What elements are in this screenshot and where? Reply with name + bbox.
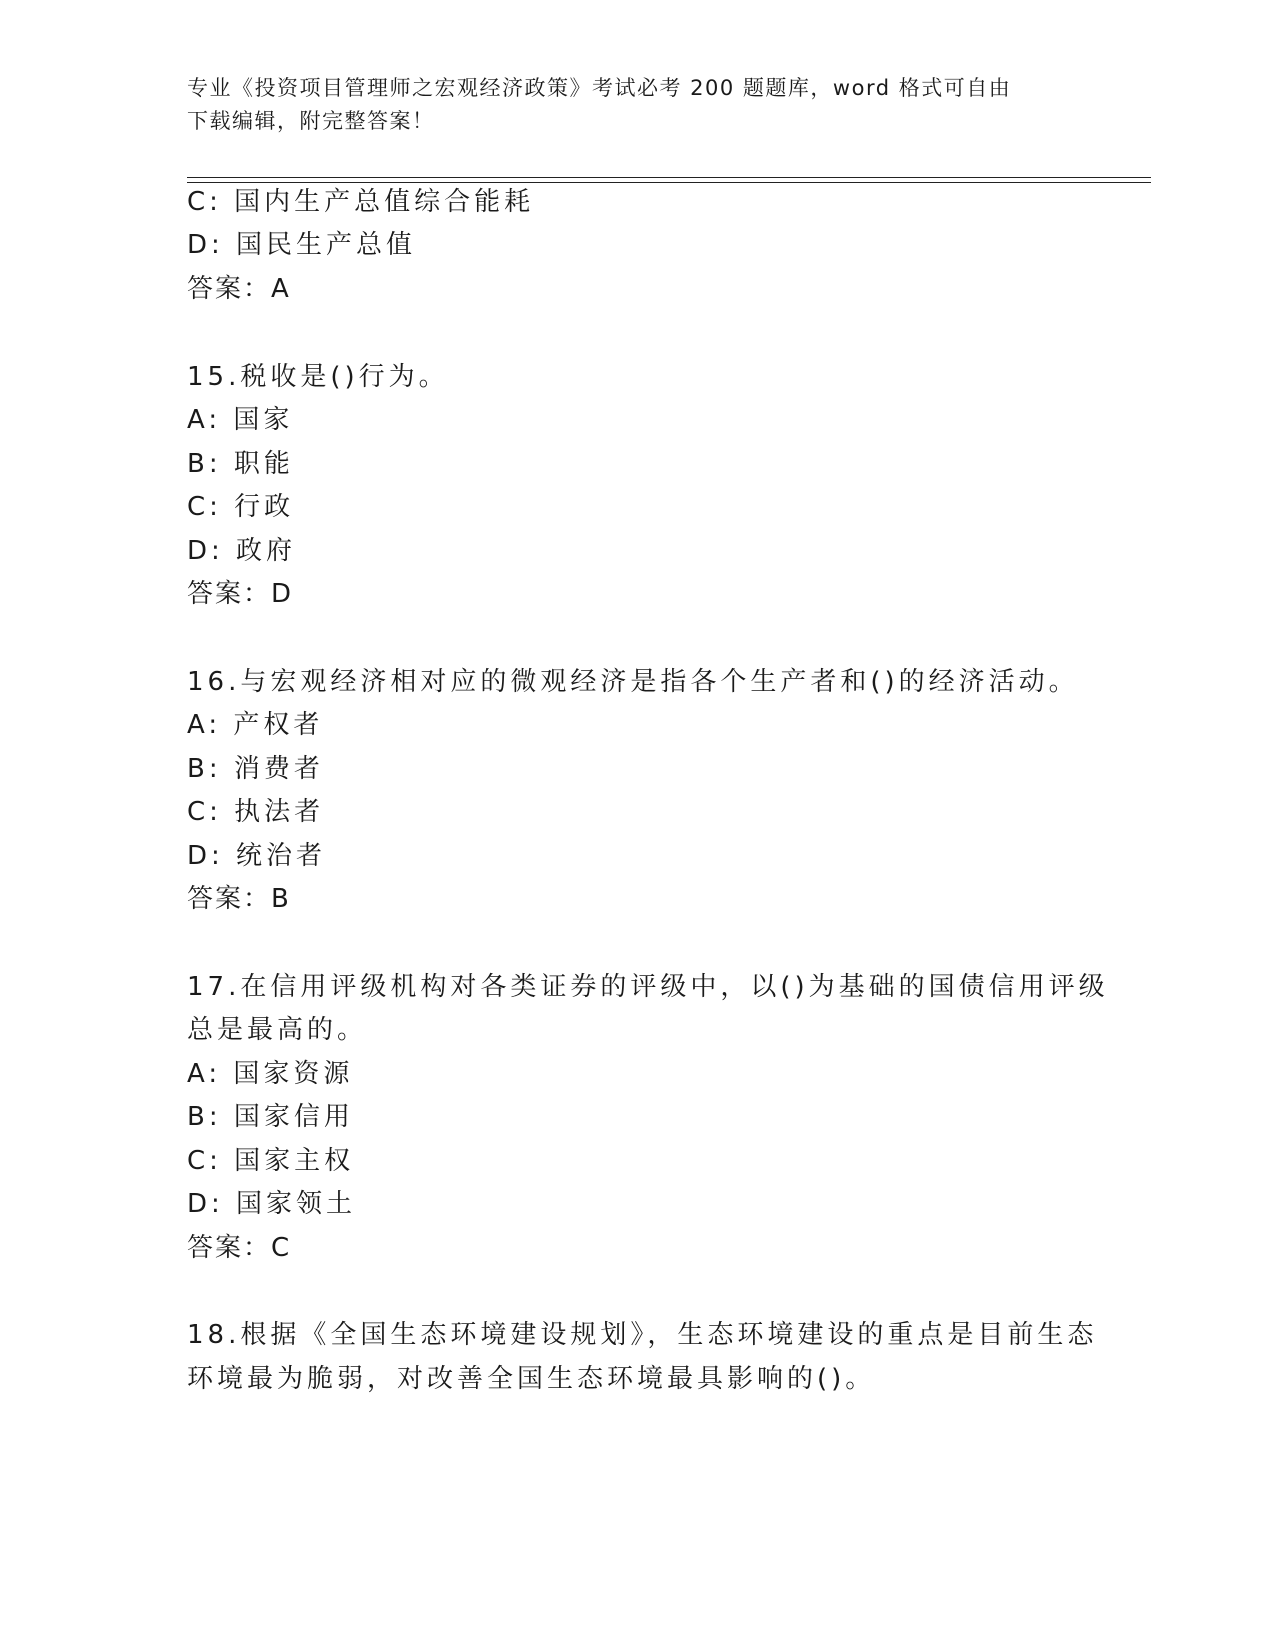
answer-line: 答案：C <box>187 1233 292 1263</box>
option-line: C: 行政 <box>187 492 295 522</box>
header-divider-bottom <box>187 182 1151 183</box>
question-line: 15.税收是()行为。 <box>187 362 449 392</box>
question-line: 环境最为脆弱，对改善全国生态环境最具影响的()。 <box>187 1364 876 1394</box>
option-line: A: 国家 <box>187 405 294 435</box>
option-line: B: 国家信用 <box>187 1102 354 1132</box>
option-line: B: 消费者 <box>187 754 324 784</box>
answer-line: 答案：D <box>187 579 294 609</box>
option-line: C: 执法者 <box>187 797 325 827</box>
question-line: 18.根据《全国生态环境建设规划》，生态环境建设的重点是目前生态 <box>187 1320 1098 1350</box>
option-line: D: 政府 <box>187 536 297 566</box>
option-line: A: 国家资源 <box>187 1059 354 1089</box>
question-line: 17.在信用评级机构对各类证券的评级中，以()为基础的国债信用评级 <box>187 972 1109 1002</box>
option-line: D: 国民生产总值 <box>187 230 417 260</box>
answer-line: 答案：B <box>187 884 291 914</box>
header-divider-top <box>187 177 1151 178</box>
option-line: D: 统治者 <box>187 841 327 871</box>
option-line: D: 国家领土 <box>187 1189 357 1219</box>
question-line: 总是最高的。 <box>187 1015 368 1045</box>
option-line: C: 国内生产总值综合能耗 <box>187 187 535 217</box>
option-line: B: 职能 <box>187 449 294 479</box>
header-line-1: 专业《投资项目管理师之宏观经济政策》考试必考 200 题题库，word 格式可自由 <box>187 76 1012 100</box>
document-header <box>187 72 1067 138</box>
option-line: A: 产权者 <box>187 710 324 740</box>
answer-line: 答案：A <box>187 274 291 304</box>
option-line: C: 国家主权 <box>187 1146 355 1176</box>
question-line: 16.与宏观经济相对应的微观经济是指各个生产者和()的经济活动。 <box>187 667 1079 697</box>
header-line-2: 下载编辑，附完整答案！ <box>187 109 435 133</box>
